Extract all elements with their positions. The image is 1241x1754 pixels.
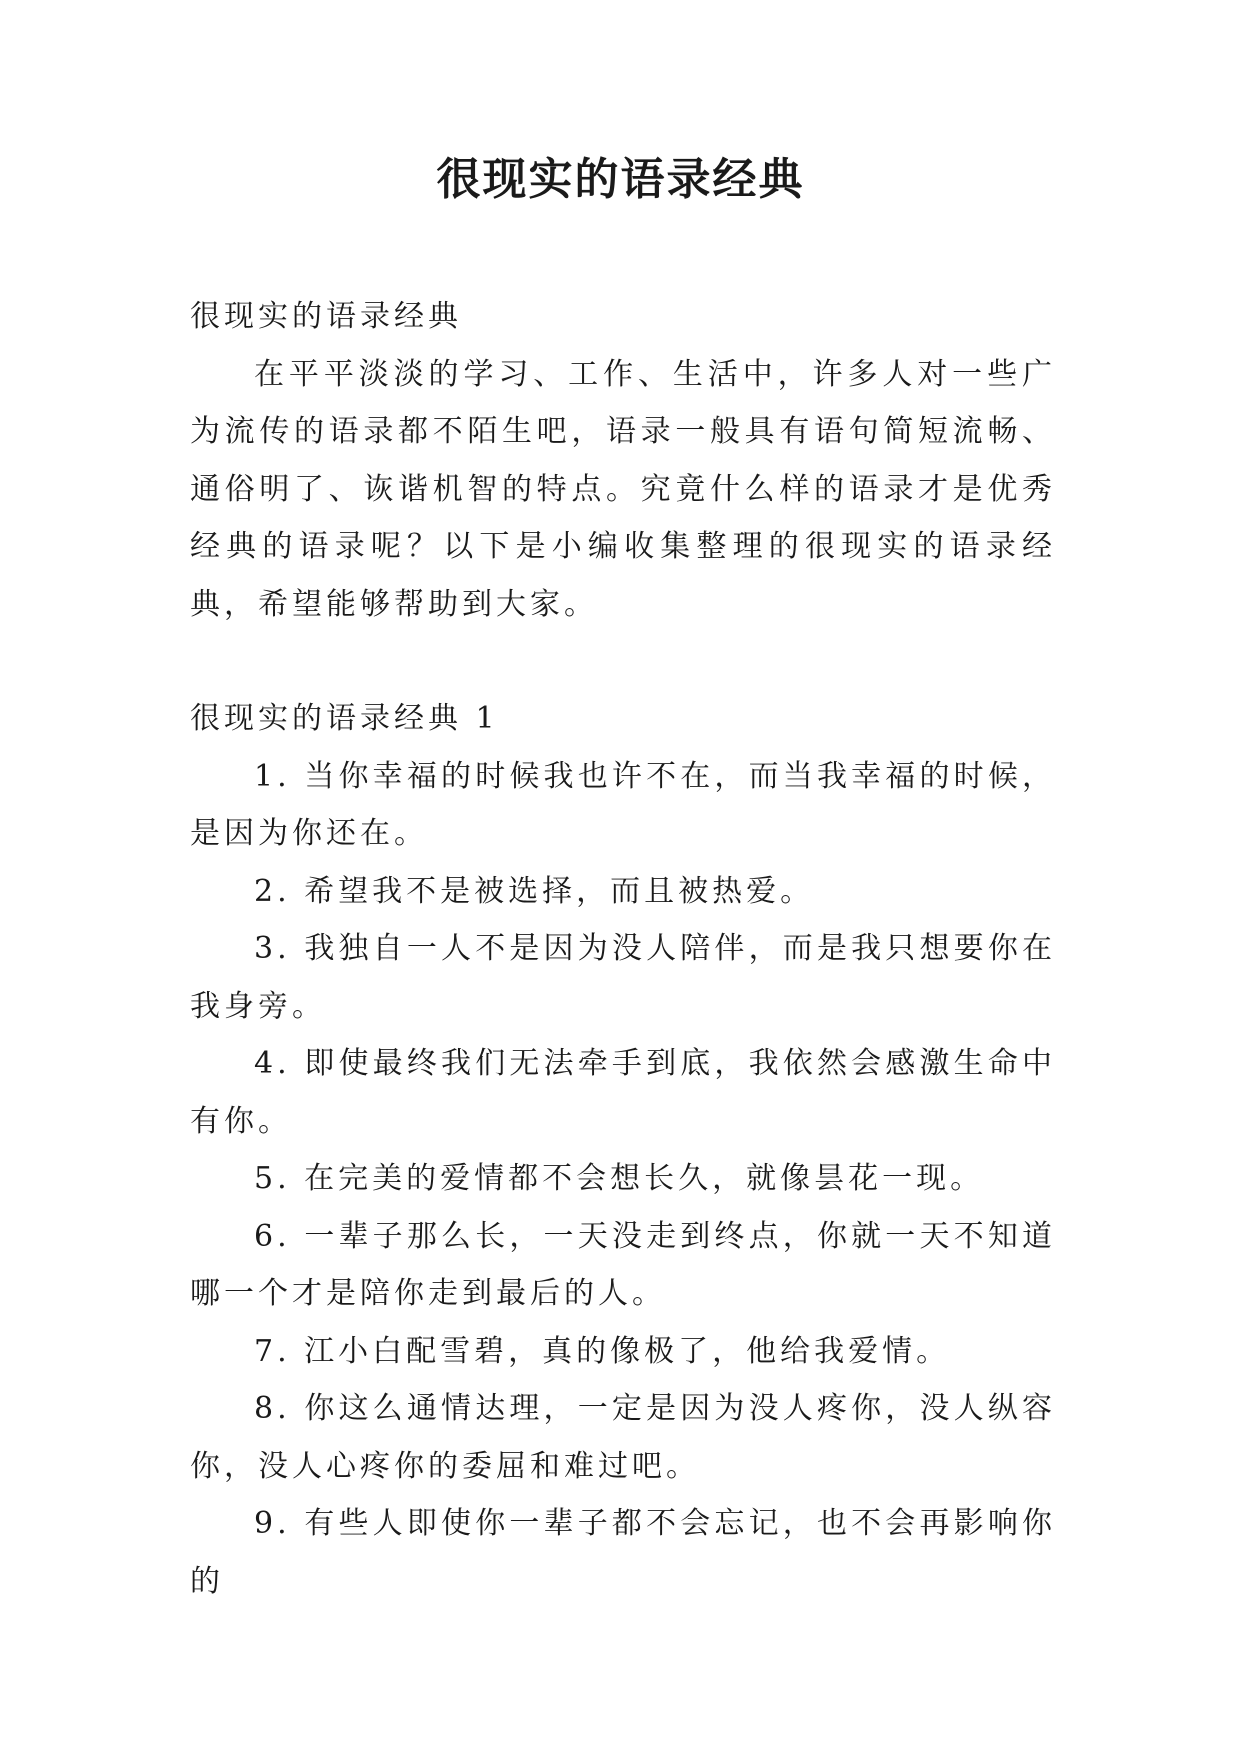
quote-item: 7. 江小白配雪碧，真的像极了，他给我爱情。 xyxy=(254,1333,951,1369)
section-heading: 很现实的语录经典 1 xyxy=(190,701,499,736)
subtitle: 很现实的语录经典 xyxy=(190,299,462,334)
document-body xyxy=(190,288,1056,1610)
quote-item: 9. 有些人即使你一辈子都不会忘记，也不会再影响你的 xyxy=(190,1506,1056,1599)
quote-item: 8. 你这么通情达理，一定是因为没人疼你，没人纵容你，没人心疼你的委屈和难过吧。 xyxy=(190,1391,1056,1484)
quote-item: 1. 当你幸福的时候我也许不在，而当我幸福的时候，是因为你还在。 xyxy=(190,758,1056,851)
quote-item: 4. 即使最终我们无法牵手到底，我依然会感激生命中有你。 xyxy=(190,1046,1056,1139)
quote-item: 2. 希望我不是被选择，而且被热爱。 xyxy=(254,873,815,909)
quote-item: 3. 我独自一人不是因为没人陪伴，而是我只想要你在我身旁。 xyxy=(190,931,1056,1024)
paragraph-spacer xyxy=(190,633,1056,690)
quote-item: 5. 在完美的爱情都不会想长久，就像昙花一现。 xyxy=(254,1161,985,1196)
intro-paragraph: 在平平淡淡的学习、工作、生活中，许多人对一些广为流传的语录都不陌生吧，语录一般具有语句简短流畅、通俗明了、诙谐机智的特点。究竟什么样的语录才是优秀经典的语录呢？以下是小编收集整理的很现实的语录经典，希望能够帮助到大家。 xyxy=(190,356,1056,622)
quote-item: 6. 一辈子那么长，一天没走到终点，你就一天不知道哪一个才是陪你走到最后的人。 xyxy=(190,1218,1056,1311)
document-title: 很现实的语录经典 xyxy=(436,154,805,205)
